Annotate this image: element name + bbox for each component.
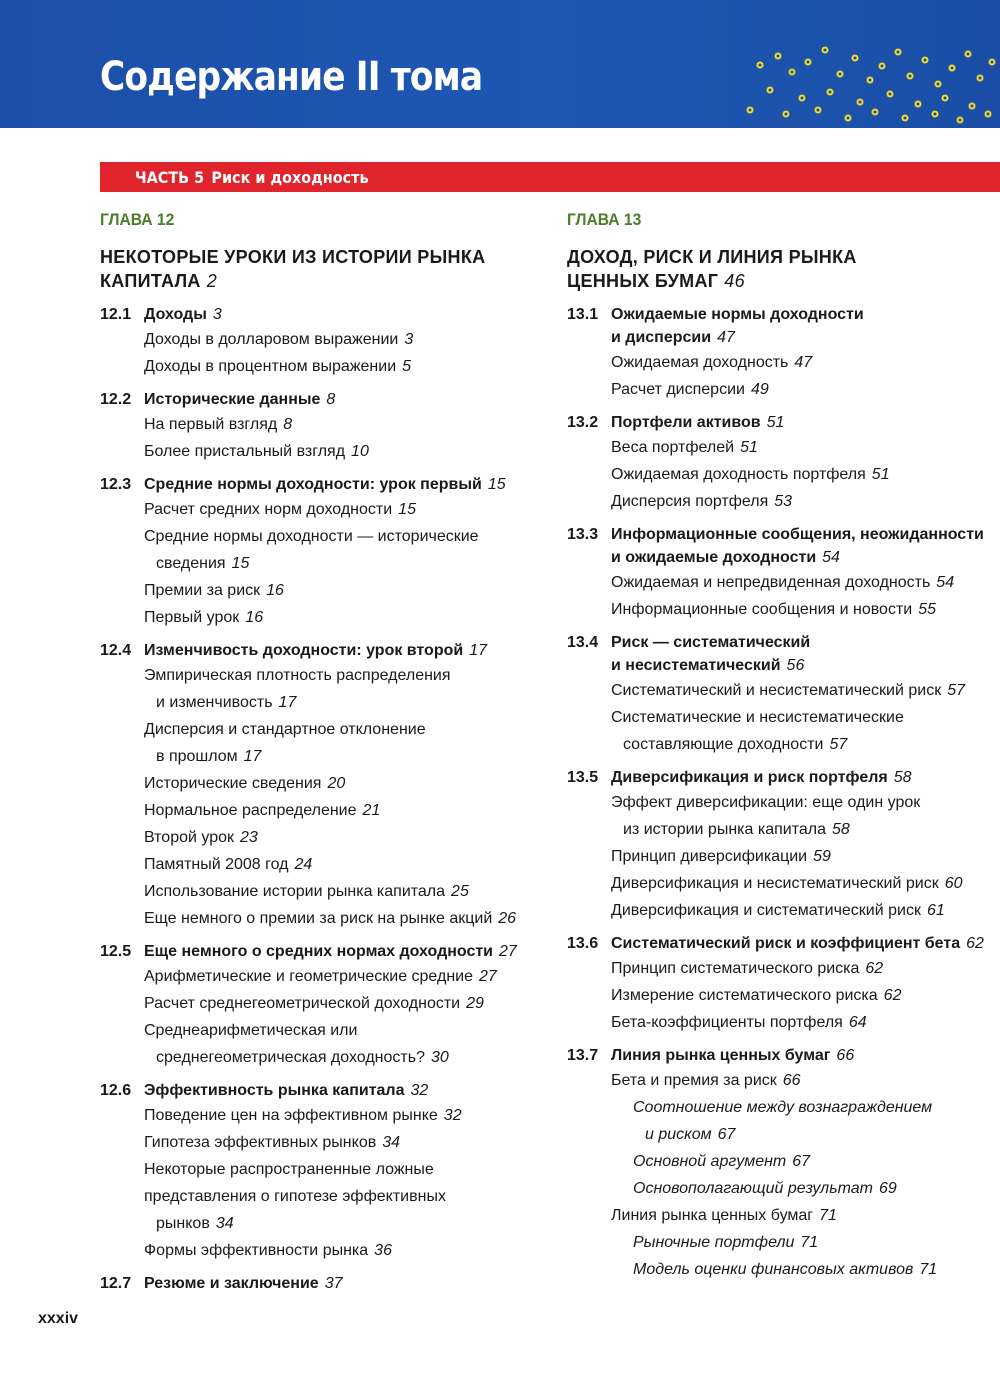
toc-subitem[interactable] [567,1094,1000,1148]
toc-section[interactable] [567,766,1000,924]
section-title[interactable]: Систематический риск и коэффициент бета [611,935,961,952]
toc-section[interactable] [567,523,1000,623]
toc-item[interactable] [567,897,1000,924]
toc-item[interactable] [567,1067,1000,1094]
page-ref: 59 [813,848,831,865]
item-text: Бета-коэффициенты портфеля [611,1014,843,1031]
page-ref: 57 [829,736,848,753]
toc-item[interactable] [100,716,540,770]
section-title[interactable]: Диверсификация и риск портфеля [611,769,888,786]
section-title-cont[interactable]: и несистематический [611,657,781,674]
item-text: Принцип систематического риска [611,960,860,977]
page-ref: 8 [326,391,336,408]
page-ref: 25 [451,883,469,900]
section-title[interactable]: Эффективность рынка капитала [144,1082,405,1099]
toc-item[interactable] [567,434,1000,461]
page-ref: 3 [212,306,222,323]
toc-item[interactable] [100,1017,540,1071]
page-ref: 27 [499,943,517,960]
subitem-text: Модель оценки финансовых активов [633,1261,914,1278]
item-text: Веса портфелей [611,439,735,456]
page-ref: 15 [487,476,506,493]
page-ref: 58 [831,821,850,838]
item-text: Гипотеза эффективных рынков [144,1134,377,1151]
item-text: Эффект диверсификации: еще один урок [611,794,921,811]
section-number: 13.2 [567,414,599,431]
page-ref: 26 [498,910,517,927]
section-title[interactable]: Еще немного о средних нормах доходности [144,943,494,960]
page-ref: 2 [206,271,218,291]
page-ref: 17 [243,748,262,765]
toc-item[interactable] [567,982,1000,1009]
chapter-title-line: ЦЕННЫХ БУМАГ [567,271,719,291]
section-title-cont[interactable]: и ожидаемые доходности [611,549,817,566]
item-text: Систематические и несистематические [611,709,904,726]
chapter-title [100,245,540,293]
toc-item[interactable] [567,349,1000,376]
toc-item[interactable] [100,905,540,932]
page-ref: 53 [774,493,793,510]
item-text: Принцип диверсификации [611,848,808,865]
item-text: Памятный 2008 год [144,856,289,873]
section-number: 12.6 [100,1082,132,1099]
subitem-text-cont: и риском [645,1126,712,1143]
toc-item[interactable] [100,353,540,380]
section-title[interactable]: Портфели активов [611,414,761,431]
page-ref: 62 [865,960,884,977]
item-text: Поведение цен на эффективном рынке [144,1107,438,1124]
item-text: Диверсификация и несистематический риск [611,875,939,892]
toc-item[interactable] [100,1129,540,1156]
toc-item[interactable] [100,411,540,438]
toc-item[interactable] [100,797,540,824]
page-ref: 66 [836,1047,855,1064]
toc-item[interactable] [100,523,540,577]
page-ref: 67 [717,1126,736,1143]
page-ref: 15 [398,501,416,518]
toc-item[interactable] [567,955,1000,982]
page-ref: 24 [294,856,313,873]
item-text: Некоторые распространенные ложные [144,1161,434,1178]
toc-section[interactable] [100,639,540,932]
toc-item[interactable] [567,569,1000,596]
section-number: 13.4 [567,634,599,651]
item-text: Исторические сведения [144,775,322,792]
page-ref: 57 [947,682,966,699]
toc-item[interactable] [567,843,1000,870]
page-ref: 8 [283,416,293,433]
toc-subitem[interactable] [567,1148,1000,1175]
item-text: Доходы в процентном выражении [144,358,397,375]
item-text: Еще немного о премии за риск на рынке акций [144,910,493,927]
toc-item[interactable] [567,870,1000,897]
toc-item[interactable] [100,963,540,990]
item-text-cont: и изменчивость [156,694,273,711]
subitem-text: Рыночные портфели [633,1234,795,1251]
toc-section[interactable] [100,388,540,465]
page-ref: 71 [919,1261,938,1278]
page-ref: 62 [966,935,984,952]
toc-item[interactable] [567,677,1000,704]
item-text: Линия рынка ценных бумаг [611,1207,814,1224]
toc-item[interactable] [567,376,1000,403]
page-ref: 47 [717,329,735,346]
section-number: 12.5 [100,943,132,960]
page-ref: 71 [800,1234,819,1251]
page-ref: 64 [848,1014,867,1031]
page-ref: 17 [469,642,487,659]
page-ref: 36 [374,1242,392,1259]
item-text: Использование истории рынка капитала [144,883,446,900]
item-text: Премии за риск [144,582,261,599]
section-number: 12.4 [100,642,132,659]
section-number: 12.2 [100,391,132,408]
subitem-text: Основополагающий результат [633,1180,873,1197]
item-text: Второй урок [144,829,234,846]
toc-item[interactable] [567,704,1000,758]
page-ref: 34 [382,1134,401,1151]
item-text-cont: составляющие доходности [623,736,824,753]
section-title[interactable]: Исторические данные [144,391,321,408]
section-title[interactable]: Резюме и заключение [144,1275,319,1292]
item-text: Нормальное распределение [144,802,357,819]
toc-item[interactable] [100,824,540,851]
section-number: 13.3 [567,526,599,543]
page-ref: 15 [231,555,250,572]
part-label [135,168,369,187]
page-ref: 17 [278,694,297,711]
toc-item[interactable] [100,1102,540,1129]
item-text-cont: сведения [156,555,226,572]
part-number: ЧАСТЬ 5 [135,168,205,187]
toc-subitem[interactable] [567,1229,1000,1256]
toc-section[interactable] [567,1044,1000,1283]
toc-item[interactable] [567,1202,1000,1229]
toc-item[interactable] [100,878,540,905]
section-number: 12.7 [100,1275,132,1292]
toc-section[interactable] [100,1079,540,1264]
chapter-title [567,245,1000,293]
section-number: 13.1 [567,306,599,323]
page-ref: 71 [819,1207,837,1224]
toc-item[interactable] [567,596,1000,623]
item-text: Арифметические и геометрические средние [144,968,473,985]
toc-item[interactable] [100,496,540,523]
part-bar [100,162,1000,192]
section-title[interactable]: Риск — систематический [611,634,811,651]
toc-item[interactable] [567,488,1000,515]
item-text-cont: из истории рынка капитала [623,821,826,838]
toc-section[interactable] [567,411,1000,515]
item-text: Расчет средних норм доходности [144,501,393,518]
toc-section[interactable] [100,303,540,380]
section-title[interactable]: Линия рынка ценных бумаг [611,1047,831,1064]
section-title[interactable]: Доходы [144,306,207,323]
page-ref: 55 [918,601,937,618]
chapter-title-line: ДОХОД, РИСК И ЛИНИЯ РЫНКА [567,247,857,267]
item-text: Среднеарифметическая или [144,1022,358,1039]
part-title: Риск и доходность [211,168,369,187]
toc-item[interactable] [100,438,540,465]
page-ref: 32 [443,1107,462,1124]
page-ref: 30 [430,1049,449,1066]
toc-item[interactable] [100,326,540,353]
chapter-title-line: НЕКОТОРЫЕ УРОКИ ИЗ ИСТОРИИ РЫНКА [100,247,486,267]
chapter-12-column [100,210,540,1295]
page-ref: 10 [351,443,369,460]
page-ref: 51 [740,439,758,456]
section-title[interactable]: Средние нормы доходности: урок первый [144,476,482,493]
page-ref: 61 [926,902,945,919]
section-number: 13.7 [567,1047,599,1064]
page-ref: 54 [936,574,955,591]
item-text: На первый взгляд [144,416,278,433]
item-text: Формы эффективности рынка [144,1242,369,1259]
page-ref: 5 [402,358,412,375]
section-number: 12.1 [100,306,132,323]
toc-section[interactable] [100,473,540,631]
page-ref: 46 [724,271,745,291]
page-ref: 66 [782,1072,801,1089]
item-text: Расчет дисперсии [611,381,745,398]
page-number: xxxiv [38,1310,79,1327]
page-ref: 62 [883,987,902,1004]
chapter-label: ГЛАВА 13 [567,210,642,229]
item-text: Измерение систематического риска [611,987,878,1004]
item-text-cont: представления о гипотезе эффективных [144,1188,446,1205]
decorative-dots-icon [730,40,1000,125]
item-text: Более пристальный взгляд [144,443,346,460]
section-number: 12.3 [100,476,132,493]
page-ref: 54 [822,549,840,566]
chapter-title-line: КАПИТАЛА [100,271,201,291]
item-text: Диверсификация и систематический риск [611,902,921,919]
item-text: Ожидаемая доходность [611,354,789,371]
page-ref: 69 [878,1180,897,1197]
page-ref: 51 [871,466,890,483]
toc-item[interactable] [567,1009,1000,1036]
item-text: Систематический и несистематический риск [611,682,942,699]
page-ref: 16 [266,582,284,599]
toc-section[interactable] [567,303,1000,403]
item-text: Ожидаемая и непредвиденная доходность [611,574,931,591]
toc-subitem[interactable] [567,1175,1000,1202]
chapter-label: ГЛАВА 12 [100,210,175,229]
toc-section[interactable] [100,1272,540,1295]
toc-section[interactable] [567,631,1000,758]
page-ref: 23 [239,829,258,846]
page-ref: 20 [327,775,346,792]
page-ref: 27 [478,968,497,985]
toc-item[interactable] [100,604,540,631]
page-title: Содержание II тома [100,54,483,100]
item-text: Доходы в долларовом выражении [144,331,399,348]
section-title-cont[interactable]: и дисперсии [611,329,712,346]
toc-subitem[interactable] [567,1256,1000,1283]
page-ref: 21 [362,802,381,819]
item-text: Эмпирическая плотность распределения [144,667,451,684]
section-title[interactable]: Изменчивость доходности: урок второй [144,642,464,659]
page-ref: 58 [893,769,912,786]
page-ref: 37 [324,1275,343,1292]
toc-item[interactable] [100,577,540,604]
page-ref: 32 [410,1082,429,1099]
item-text: Первый урок [144,609,240,626]
page-ref: 51 [766,414,785,431]
toc-item[interactable] [100,851,540,878]
item-text-cont: рынков [156,1215,210,1232]
section-number: 13.6 [567,935,599,952]
item-text: Дисперсия и стандартное отклонение [144,721,426,738]
subitem-text: Основной аргумент [633,1153,787,1170]
page-ref: 56 [786,657,805,674]
toc-item[interactable] [100,770,540,797]
section-number: 13.5 [567,769,599,786]
subitem-text: Соотношение между вознаграждением [633,1099,933,1116]
item-text: Расчет среднегеометрической доходности [144,995,461,1012]
page-ref: 29 [466,995,484,1012]
toc-item[interactable] [567,789,1000,843]
toc-section[interactable] [100,940,540,1071]
item-text: Ожидаемая доходность портфеля [611,466,866,483]
page-ref: 67 [792,1153,811,1170]
item-text-cont: среднегеометрическая доходность? [156,1049,425,1066]
page-ref: 16 [245,609,264,626]
toc-item[interactable] [100,1237,540,1264]
page-ref: 60 [944,875,963,892]
toc-item[interactable] [100,1156,540,1237]
item-text: Информационные сообщения и новости [611,601,913,618]
item-text: Средние нормы доходности — исторические [144,528,479,545]
page-ref: 3 [404,331,414,348]
toc-item[interactable] [567,461,1000,488]
page-ref: 49 [750,381,769,398]
page-ref: 47 [794,354,813,371]
section-title[interactable]: Ожидаемые нормы доходности [611,306,864,323]
toc-item[interactable] [100,990,540,1017]
section-title[interactable]: Информационные сообщения, неожиданности [611,526,984,543]
item-text: Бета и премия за риск [611,1072,777,1089]
toc-item[interactable] [100,662,540,716]
item-text: Дисперсия портфеля [611,493,769,510]
toc-section[interactable] [567,932,1000,1036]
chapter-13-column [567,210,1000,1283]
header-band [0,0,1000,128]
page-ref: 34 [215,1215,234,1232]
item-text-cont: в прошлом [156,748,238,765]
